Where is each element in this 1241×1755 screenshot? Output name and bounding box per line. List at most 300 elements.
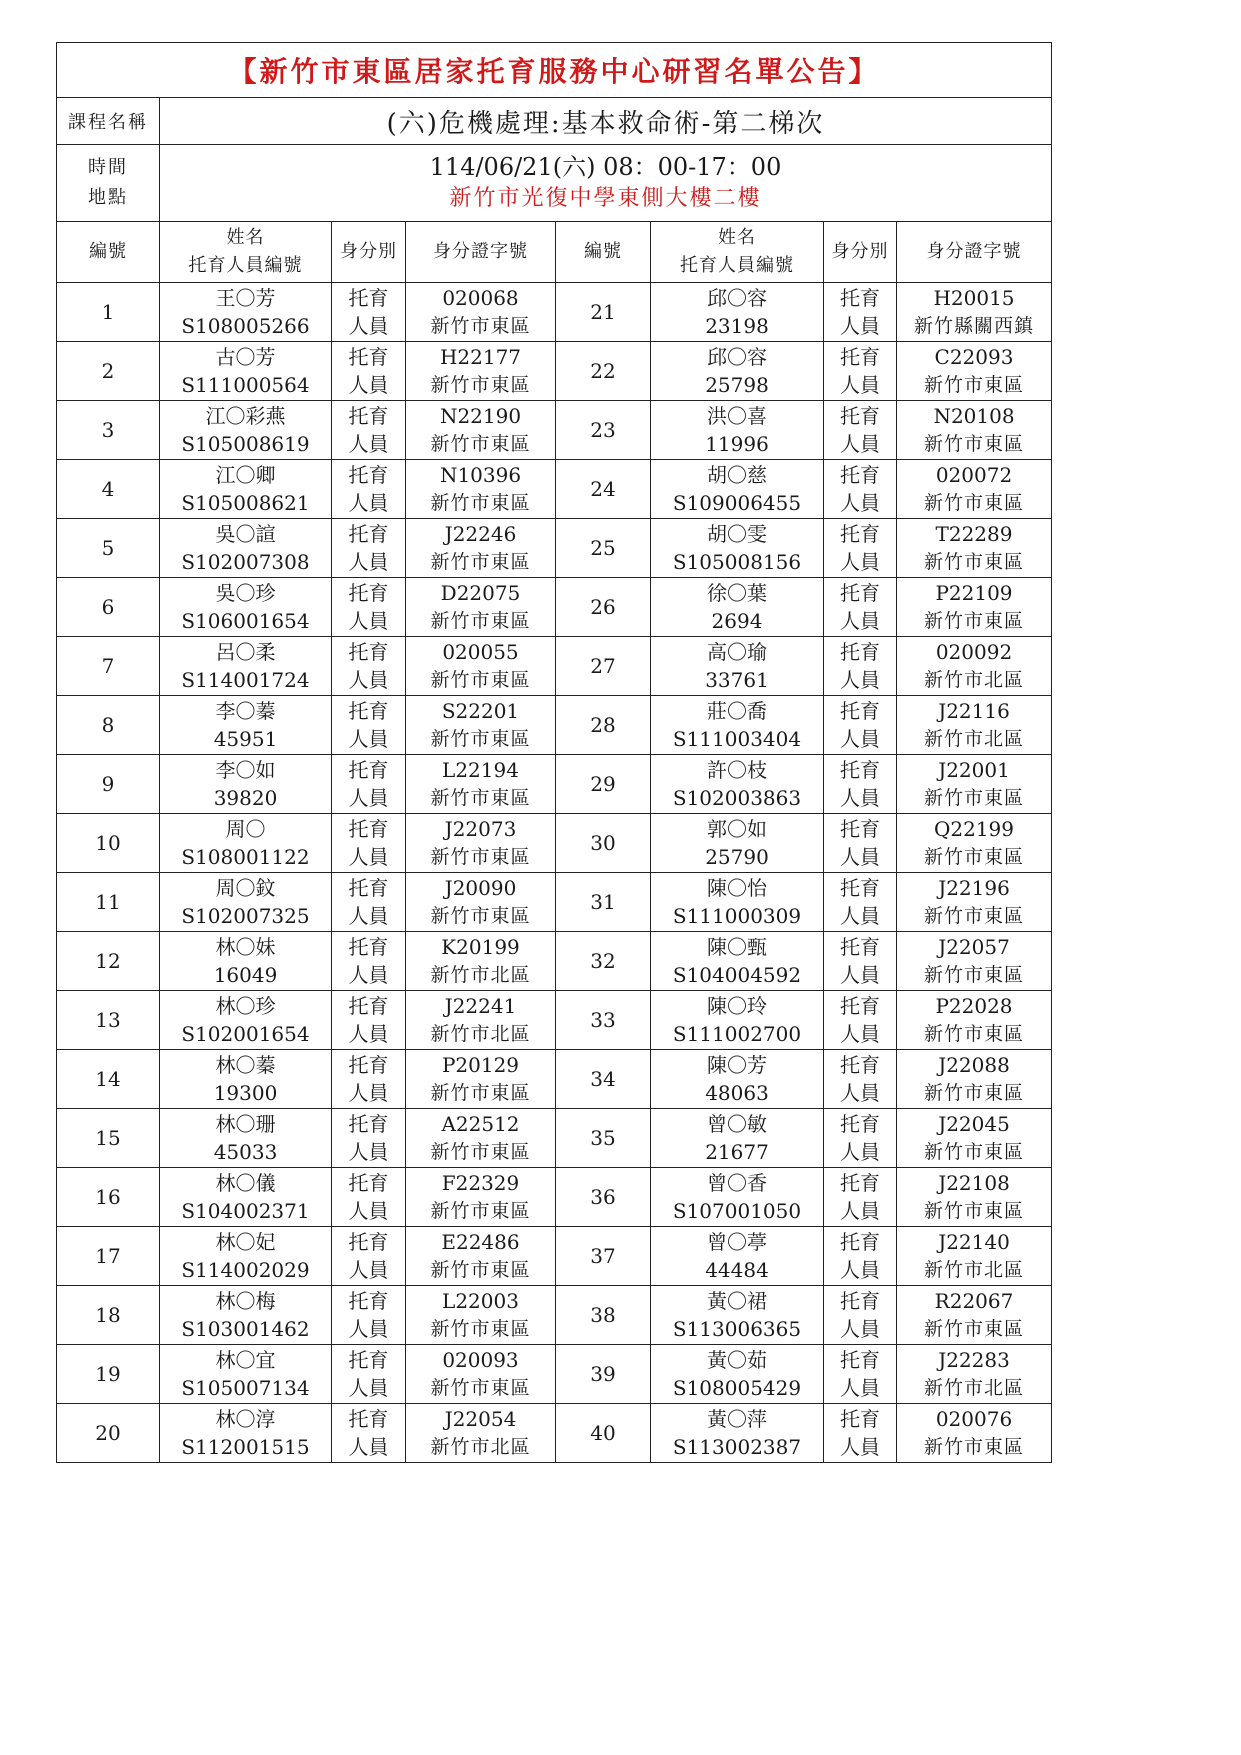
entry-identity (824, 1286, 897, 1345)
identity-line-1: 托育 (348, 345, 389, 369)
entry-name-staff (160, 1227, 332, 1286)
identity-line-2: 人員 (840, 1258, 880, 1282)
event-place: 新竹市光復中學東側大樓二樓 (449, 186, 762, 211)
person-name: 古〇芳 (215, 345, 276, 369)
entry-identity (332, 401, 406, 460)
entry-name-staff (651, 991, 824, 1050)
identity-line-1: 托育 (348, 640, 389, 664)
identity-line-1: 托育 (348, 1112, 389, 1136)
staff-id: S105008619 (181, 432, 310, 456)
entry-identity (332, 1227, 406, 1286)
identity-line-1: 托育 (348, 1230, 389, 1254)
entry-cert (897, 519, 1052, 578)
person-name: 郭〇如 (707, 817, 767, 841)
entry-number: 37 (556, 1227, 651, 1286)
cert-area: 新竹市東區 (430, 433, 531, 455)
identity-line-1: 托育 (840, 286, 880, 310)
identity-line-1: 托育 (348, 1053, 389, 1077)
entry-number: 32 (556, 932, 651, 991)
table-row (57, 991, 1052, 1050)
time-label: 時間 (88, 157, 128, 178)
identity-line-2: 人員 (348, 491, 389, 515)
table-row (57, 1227, 1052, 1286)
entry-identity (824, 519, 897, 578)
entry-name-staff (651, 1286, 824, 1345)
entry-name-staff (160, 283, 332, 342)
person-name: 胡〇慈 (707, 463, 767, 487)
cert-area: 新竹市東區 (430, 315, 531, 337)
table-row (57, 873, 1052, 932)
cert-area: 新竹市北區 (430, 964, 531, 986)
staff-id: S112001515 (181, 1435, 310, 1459)
cert-number: Q22199 (933, 817, 1015, 841)
entry-number: 4 (57, 460, 160, 519)
cert-number: A22512 (441, 1112, 520, 1136)
entry-cert (897, 1227, 1052, 1286)
cert-number: N22190 (439, 404, 522, 428)
identity-line-2: 人員 (348, 432, 389, 456)
entry-number: 38 (556, 1286, 651, 1345)
identity-line-2: 人員 (840, 963, 880, 987)
identity-line-1: 托育 (348, 1289, 389, 1313)
entry-identity (824, 932, 897, 991)
person-name: 曾〇葶 (707, 1230, 767, 1254)
cert-area: 新竹市北區 (430, 1023, 531, 1045)
entry-cert (897, 696, 1052, 755)
identity-line-1: 托育 (348, 935, 389, 959)
cert-number: J22116 (938, 699, 1010, 723)
staff-id: 25798 (705, 373, 769, 397)
identity-line-2: 人員 (840, 314, 880, 338)
entry-name-staff (160, 932, 332, 991)
entry-cert (897, 873, 1052, 932)
entry-cert (406, 991, 556, 1050)
header-name-staff (160, 222, 332, 283)
cert-area: 新竹縣關西鎮 (914, 315, 1035, 337)
identity-line-1: 托育 (840, 994, 880, 1018)
person-name: 李〇如 (215, 758, 276, 782)
person-name: 林〇蓁 (215, 1053, 276, 1077)
identity-line-2: 人員 (348, 1258, 389, 1282)
table-row (57, 401, 1052, 460)
entry-number: 28 (556, 696, 651, 755)
place-label: 地點 (88, 187, 128, 208)
staff-id: S103001462 (181, 1317, 310, 1341)
person-name: 徐〇葉 (707, 581, 767, 605)
cert-number: J22001 (938, 758, 1010, 782)
entry-number: 13 (57, 991, 160, 1050)
staff-id: S111003404 (672, 727, 802, 751)
cert-number: S22201 (441, 699, 520, 723)
identity-line-2: 人員 (840, 1081, 880, 1105)
cert-area: 新竹市北區 (430, 1436, 531, 1458)
entry-identity (824, 1345, 897, 1404)
person-name: 王〇芳 (215, 286, 276, 310)
staff-id: S102007325 (181, 904, 310, 928)
entry-identity (824, 1227, 897, 1286)
identity-line-1: 托育 (348, 286, 389, 310)
header-identity: 身分別 (332, 222, 406, 283)
cert-number: J22045 (938, 1112, 1010, 1136)
staff-id: 39820 (213, 786, 278, 810)
entry-name-staff (160, 1109, 332, 1168)
cert-number: T22289 (935, 522, 1013, 546)
cert-number: P22109 (935, 581, 1013, 605)
page-title: 【新竹市東區居家托育服務中心研習名單公告】 (57, 43, 1052, 98)
cert-number: J22196 (938, 876, 1010, 900)
cert-area: 新竹市東區 (924, 433, 1025, 455)
identity-line-1: 托育 (840, 758, 880, 782)
person-name: 林〇珊 (215, 1112, 276, 1136)
cert-area: 新竹市東區 (924, 964, 1025, 986)
entry-name-staff (651, 1050, 824, 1109)
cert-area: 新竹市北區 (924, 1377, 1025, 1399)
entry-number: 1 (57, 283, 160, 342)
cert-area: 新竹市東區 (924, 374, 1025, 396)
table-row (57, 1168, 1052, 1227)
person-name: 吳〇諠 (215, 522, 276, 546)
identity-line-2: 人員 (840, 609, 880, 633)
entry-cert (406, 637, 556, 696)
identity-line-2: 人員 (840, 550, 880, 574)
person-name: 洪〇喜 (707, 404, 767, 428)
entry-name-staff (651, 460, 824, 519)
table-row (57, 460, 1052, 519)
person-name: 邱〇容 (707, 286, 767, 310)
person-name: 陳〇怡 (707, 876, 767, 900)
cert-number: C22093 (934, 345, 1014, 369)
entry-name-staff (651, 814, 824, 873)
cert-number: J22073 (444, 817, 517, 841)
cert-number: 020092 (935, 640, 1013, 664)
entry-number: 3 (57, 401, 160, 460)
identity-line-1: 托育 (840, 1407, 880, 1431)
entry-cert (406, 1109, 556, 1168)
cert-number: P22028 (935, 994, 1013, 1018)
staff-id: S111002700 (672, 1022, 802, 1046)
staff-id: S111000564 (181, 373, 310, 397)
cert-area: 新竹市東區 (430, 374, 531, 396)
person-name: 吳〇珍 (215, 581, 276, 605)
identity-line-1: 托育 (348, 876, 389, 900)
entry-cert (406, 1404, 556, 1463)
staff-id: S104004592 (672, 963, 802, 987)
identity-line-2: 人員 (840, 1435, 880, 1459)
person-name: 周〇鈫 (215, 876, 276, 900)
entry-name-staff (160, 755, 332, 814)
table-row (57, 283, 1052, 342)
cert-number: J22140 (938, 1230, 1010, 1254)
cert-area: 新竹市東區 (924, 1318, 1025, 1340)
cert-area: 新竹市東區 (430, 610, 531, 632)
staff-id: S108001122 (181, 845, 310, 869)
entry-cert (406, 342, 556, 401)
table-row (57, 1286, 1052, 1345)
cert-area: 新竹市東區 (924, 1436, 1025, 1458)
entry-name-staff (160, 1286, 332, 1345)
table-row (57, 814, 1052, 873)
staff-id: 11996 (705, 432, 769, 456)
identity-line-2: 人員 (840, 432, 880, 456)
person-name: 林〇妹 (215, 935, 276, 959)
entry-cert (406, 1227, 556, 1286)
entry-name-staff (160, 578, 332, 637)
column-header-row (57, 222, 1052, 283)
entry-number: 22 (556, 342, 651, 401)
header-staff-id: 托育人員編號 (188, 255, 303, 276)
cert-number: L22003 (442, 1289, 519, 1313)
header-staff-id-2: 托育人員編號 (680, 255, 794, 276)
entry-number: 34 (556, 1050, 651, 1109)
entry-number: 17 (57, 1227, 160, 1286)
person-name: 林〇妃 (215, 1230, 276, 1254)
cert-number: 020093 (442, 1348, 519, 1372)
identity-line-1: 托育 (840, 699, 880, 723)
identity-line-1: 托育 (348, 1348, 389, 1372)
table-row (57, 1404, 1052, 1463)
entry-name-staff (651, 1227, 824, 1286)
identity-line-1: 托育 (348, 522, 389, 546)
entry-name-staff (160, 1345, 332, 1404)
person-name: 莊〇喬 (707, 699, 767, 723)
identity-line-2: 人員 (348, 314, 389, 338)
entry-identity (824, 1050, 897, 1109)
identity-line-1: 托育 (348, 1171, 389, 1195)
identity-line-2: 人員 (840, 373, 880, 397)
entry-cert (897, 637, 1052, 696)
cert-number: 020076 (935, 1407, 1013, 1431)
entry-identity (332, 460, 406, 519)
person-name: 陳〇甄 (707, 935, 767, 959)
identity-line-2: 人員 (840, 904, 880, 928)
person-name: 胡〇雯 (707, 522, 767, 546)
cert-area: 新竹市東區 (430, 551, 531, 573)
entry-name-staff (651, 873, 824, 932)
cert-number: R22067 (934, 1289, 1014, 1313)
entry-number: 12 (57, 932, 160, 991)
cert-number: J22054 (444, 1407, 517, 1431)
identity-line-1: 托育 (348, 758, 389, 782)
cert-area: 新竹市東區 (430, 1200, 531, 1222)
entry-number: 27 (556, 637, 651, 696)
entry-identity (332, 1109, 406, 1168)
entry-name-staff (651, 932, 824, 991)
entry-number: 15 (57, 1109, 160, 1168)
entry-name-staff (160, 519, 332, 578)
cert-area: 新竹市東區 (430, 1259, 531, 1281)
entry-number: 31 (556, 873, 651, 932)
staff-id: S104002371 (181, 1199, 310, 1223)
identity-line-2: 人員 (348, 1022, 389, 1046)
staff-id: S109006455 (672, 491, 802, 515)
roster-table (56, 42, 1052, 1463)
identity-line-2: 人員 (840, 668, 880, 692)
cert-number: N10396 (439, 463, 522, 487)
entry-name-staff (651, 283, 824, 342)
staff-id: 2694 (711, 609, 763, 633)
entry-identity (332, 1168, 406, 1227)
identity-line-2: 人員 (840, 727, 880, 751)
entry-identity (332, 873, 406, 932)
entry-identity (332, 991, 406, 1050)
entry-cert (897, 932, 1052, 991)
table-row (57, 637, 1052, 696)
entry-number: 8 (57, 696, 160, 755)
entry-identity (332, 696, 406, 755)
identity-line-2: 人員 (348, 1199, 389, 1223)
identity-line-2: 人員 (348, 1140, 389, 1164)
entry-cert (406, 578, 556, 637)
cert-number: J22283 (938, 1348, 1010, 1372)
entry-number: 21 (556, 283, 651, 342)
cert-number: J22108 (938, 1171, 1010, 1195)
cert-area: 新竹市東區 (430, 787, 531, 809)
cert-area: 新竹市東區 (924, 1082, 1025, 1104)
cert-area: 新竹市北區 (924, 728, 1025, 750)
entry-name-staff (651, 1109, 824, 1168)
cert-number: J22246 (444, 522, 517, 546)
table-row (57, 519, 1052, 578)
staff-id: S108005266 (181, 314, 310, 338)
entry-identity (332, 932, 406, 991)
entry-name-staff (160, 1404, 332, 1463)
identity-line-1: 托育 (840, 1289, 880, 1313)
cert-number: J20090 (444, 876, 517, 900)
identity-line-2: 人員 (840, 1022, 880, 1046)
identity-line-2: 人員 (348, 1081, 389, 1105)
entry-number: 19 (57, 1345, 160, 1404)
entry-number: 10 (57, 814, 160, 873)
entry-cert (406, 519, 556, 578)
entry-cert (406, 401, 556, 460)
identity-line-2: 人員 (348, 550, 389, 574)
identity-line-1: 托育 (348, 581, 389, 605)
person-name: 林〇儀 (215, 1171, 276, 1195)
staff-id: S114001724 (181, 668, 310, 692)
entry-cert (406, 1345, 556, 1404)
staff-id: 48063 (705, 1081, 769, 1105)
entry-name-staff (160, 991, 332, 1050)
entry-cert (897, 460, 1052, 519)
entry-name-staff (160, 342, 332, 401)
entry-identity (332, 814, 406, 873)
cert-number: 020072 (935, 463, 1013, 487)
identity-line-2: 人員 (348, 904, 389, 928)
entry-cert (897, 814, 1052, 873)
staff-id: S105008621 (181, 491, 310, 515)
course-label: 課程名稱 (57, 98, 160, 145)
staff-id: S106001654 (181, 609, 310, 633)
table-row (57, 1109, 1052, 1168)
entry-name-staff (651, 578, 824, 637)
entry-number: 39 (556, 1345, 651, 1404)
entry-identity (824, 283, 897, 342)
entry-cert (897, 1345, 1052, 1404)
entry-identity (332, 283, 406, 342)
person-name: 江〇彩燕 (205, 404, 286, 428)
identity-line-2: 人員 (840, 1140, 880, 1164)
entry-identity (824, 460, 897, 519)
identity-line-2: 人員 (348, 786, 389, 810)
identity-line-1: 托育 (348, 404, 389, 428)
identity-line-2: 人員 (840, 786, 880, 810)
cert-area: 新竹市東區 (924, 551, 1025, 573)
staff-id: S102007308 (181, 550, 310, 574)
identity-line-2: 人員 (840, 1199, 880, 1223)
entry-cert (406, 1168, 556, 1227)
person-name: 林〇珍 (215, 994, 276, 1018)
entry-name-staff (160, 460, 332, 519)
entry-cert (406, 460, 556, 519)
course-name: (六)危機處理:基本救命術-第二梯次 (160, 98, 1052, 145)
cert-number: P20129 (441, 1053, 520, 1077)
cert-area: 新竹市東區 (924, 1023, 1025, 1045)
person-name: 邱〇容 (707, 345, 767, 369)
entry-name-staff (651, 637, 824, 696)
identity-line-1: 托育 (348, 1407, 389, 1431)
cert-area: 新竹市東區 (924, 1200, 1025, 1222)
entry-number: 29 (556, 755, 651, 814)
identity-line-2: 人員 (840, 1376, 880, 1400)
staff-id: 45951 (213, 727, 278, 751)
entry-name-staff (651, 696, 824, 755)
identity-line-1: 托育 (840, 522, 880, 546)
staff-id: S113006365 (672, 1317, 802, 1341)
cert-area: 新竹市東區 (924, 787, 1025, 809)
cert-area: 新竹市東區 (924, 1141, 1025, 1163)
entry-cert (897, 578, 1052, 637)
staff-id: S108005429 (672, 1376, 802, 1400)
entry-identity (824, 696, 897, 755)
entry-cert (406, 873, 556, 932)
staff-id: 33761 (705, 668, 769, 692)
entry-number: 18 (57, 1286, 160, 1345)
entry-name-staff (160, 637, 332, 696)
identity-line-1: 托育 (840, 345, 880, 369)
cert-number: J22241 (444, 994, 517, 1018)
table-row (57, 755, 1052, 814)
person-name: 林〇宜 (215, 1348, 276, 1372)
staff-id: 45033 (213, 1140, 278, 1164)
entry-name-staff (651, 1168, 824, 1227)
identity-line-2: 人員 (348, 963, 389, 987)
staff-id: S114002029 (181, 1258, 310, 1282)
identity-line-1: 托育 (840, 1348, 880, 1372)
entry-cert (406, 814, 556, 873)
entry-identity (824, 755, 897, 814)
cert-number: D22075 (440, 581, 521, 605)
staff-id: 44484 (705, 1258, 769, 1282)
entry-identity (824, 1109, 897, 1168)
identity-line-2: 人員 (348, 845, 389, 869)
header-name-staff-2 (651, 222, 824, 283)
header-identity-2: 身分別 (824, 222, 897, 283)
entry-number: 26 (556, 578, 651, 637)
cert-area: 新竹市東區 (430, 1377, 531, 1399)
entry-name-staff (651, 401, 824, 460)
staff-id: S105007134 (181, 1376, 310, 1400)
entry-name-staff (651, 755, 824, 814)
person-name: 呂〇柔 (215, 640, 276, 664)
cert-area: 新竹市東區 (430, 669, 531, 691)
identity-line-1: 托育 (840, 1053, 880, 1077)
entry-identity (824, 991, 897, 1050)
identity-line-1: 托育 (840, 640, 880, 664)
entry-cert (897, 991, 1052, 1050)
entry-number: 40 (556, 1404, 651, 1463)
entry-number: 11 (57, 873, 160, 932)
entry-name-staff (160, 696, 332, 755)
